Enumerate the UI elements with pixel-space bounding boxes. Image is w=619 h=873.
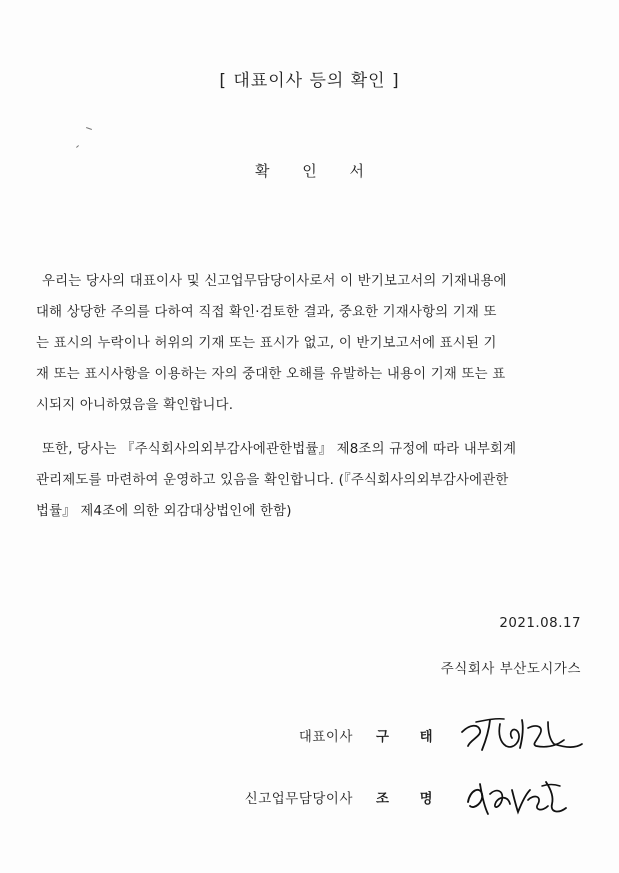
handwritten-signature-icon bbox=[462, 772, 572, 824]
signer-row-ceo bbox=[0, 720, 619, 760]
signer-title: 대표이사 bbox=[298, 730, 353, 745]
document-title: 확 인 서 bbox=[254, 162, 364, 180]
confirmation-paragraph bbox=[36, 266, 586, 421]
handwritten-signature-icon bbox=[456, 710, 586, 760]
signer-name: 조 명 bbox=[376, 792, 433, 807]
signer-name: 구 태 bbox=[376, 730, 433, 745]
paragraph-line: 관리제도를 마련하여 운영하고 있음을 확인합니다. (『주식회사의외부감사에관한 bbox=[36, 473, 509, 488]
paragraph-line: 재 또는 표시사항을 이용하는 자의 중대한 오해를 유발하는 내용이 기재 또는 표 bbox=[36, 367, 506, 382]
paragraph-line: 또한, 당사는 『주식회사의외부감사에관한법률』 제8조의 규정에 따라 내부회계 bbox=[42, 442, 517, 457]
paragraph-line: 는 표시의 누락이나 허위의 기재 또는 표시가 없고, 이 반기보고서에 표시된 기 bbox=[36, 336, 497, 351]
signer-row-disclosure-officer bbox=[0, 782, 619, 822]
paragraph-line: 시되지 아니하였음을 확인합니다. bbox=[36, 398, 234, 413]
paragraph-line: 우리는 당사의 대표이사 및 신고업무담당이사로서 이 반기보고서의 기재내용에 bbox=[42, 274, 507, 289]
document-date: 2021.08.17 bbox=[499, 616, 581, 631]
paragraph-line: 대해 상당한 주의를 다하여 직접 확인·검토한 결과, 중요한 기재사항의 기재 또 bbox=[36, 305, 497, 320]
paragraph-line: 법률』 제4조에 의한 외감대상법인에 한함) bbox=[36, 504, 292, 519]
scan-speck bbox=[86, 127, 92, 130]
signer-title: 신고업무담당이사 bbox=[244, 792, 353, 807]
section-title: [ 대표이사 등의 확인 ] bbox=[219, 71, 400, 91]
internal-control-paragraph bbox=[36, 434, 586, 527]
scan-speck bbox=[76, 145, 79, 148]
company-name: 주식회사 부산도시가스 bbox=[440, 662, 581, 677]
